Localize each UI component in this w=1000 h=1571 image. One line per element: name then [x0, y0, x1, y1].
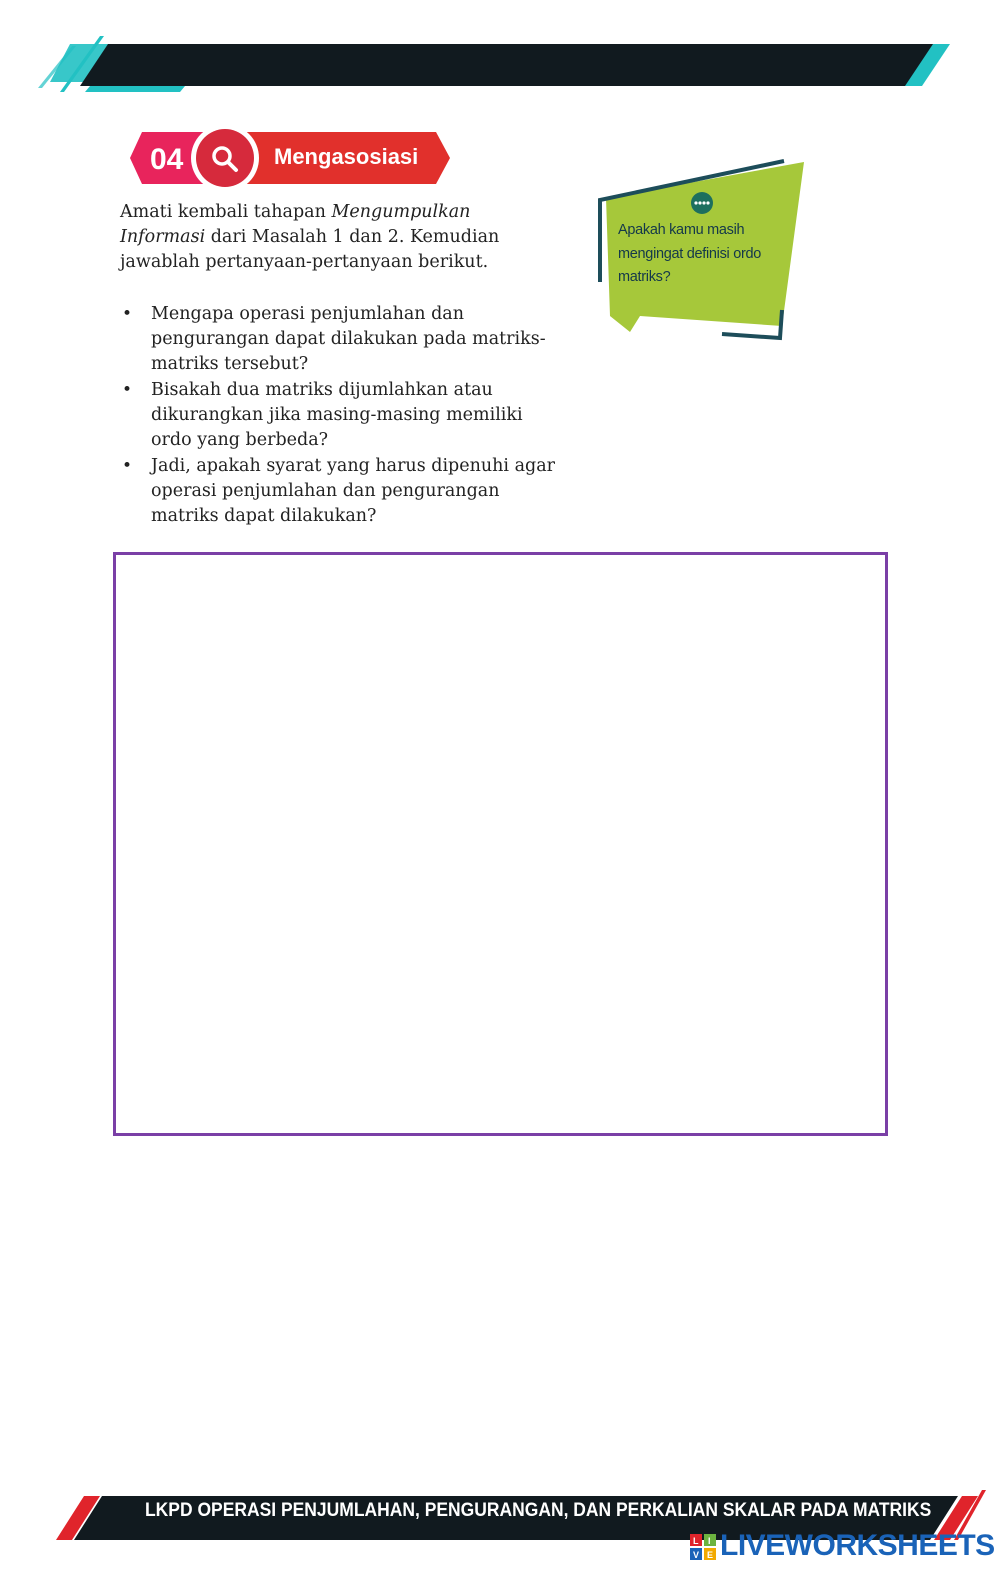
svg-text:I: I: [708, 1536, 711, 1546]
dots-icon: [690, 191, 714, 215]
svg-text:V: V: [693, 1550, 700, 1560]
svg-text:E: E: [707, 1550, 714, 1560]
hint-text: Apakah kamu masih mengingat definisi ordo matriks?: [618, 222, 762, 285]
magnifier-icon: [208, 142, 242, 176]
list-item: • Jadi, apakah syarat yang harus dipenuhi agar operasi penjumlahan dan pengurangan matriks dapat dilakukan?: [122, 456, 556, 526]
header-bar: [0, 0, 1000, 110]
footer-title: LKPD OPERASI PENJUMLAHAN, PENGURANGAN, DAN PERKALIAN SKALAR PADA MATRIKS: [145, 1500, 932, 1521]
list-item: • Mengapa operasi penjumlahan dan pengurangan dapat dilakukan pada matriks-matriks tersebut?: [122, 304, 546, 374]
section-title: Mengasosiasi: [274, 144, 419, 169]
intro-italic: Mengumpulkan: [331, 202, 471, 222]
section-number: 04: [150, 143, 184, 176]
list-item: • Bisakah dua matriks dijumlahkan atau dikurangkan jika masing-masing memiliki ordo yang berbeda?: [122, 380, 523, 450]
section-badge: [128, 122, 458, 198]
liveworksheets-logo[interactable]: [690, 1526, 995, 1566]
brand-text: LIVEWORKSHEETS: [720, 1529, 995, 1562]
intro-paragraph: Amati kembali tahapan Mengumpulkan Informasi dari Masalah 1 dan 2. Kemudian jawablah pertanyaan-pertanyaan berikut.: [120, 202, 500, 272]
answer-box[interactable]: [113, 552, 888, 1136]
brand-badge-icon: [690, 1534, 718, 1562]
question-list: [120, 302, 560, 530]
svg-text:L: L: [693, 1536, 699, 1546]
